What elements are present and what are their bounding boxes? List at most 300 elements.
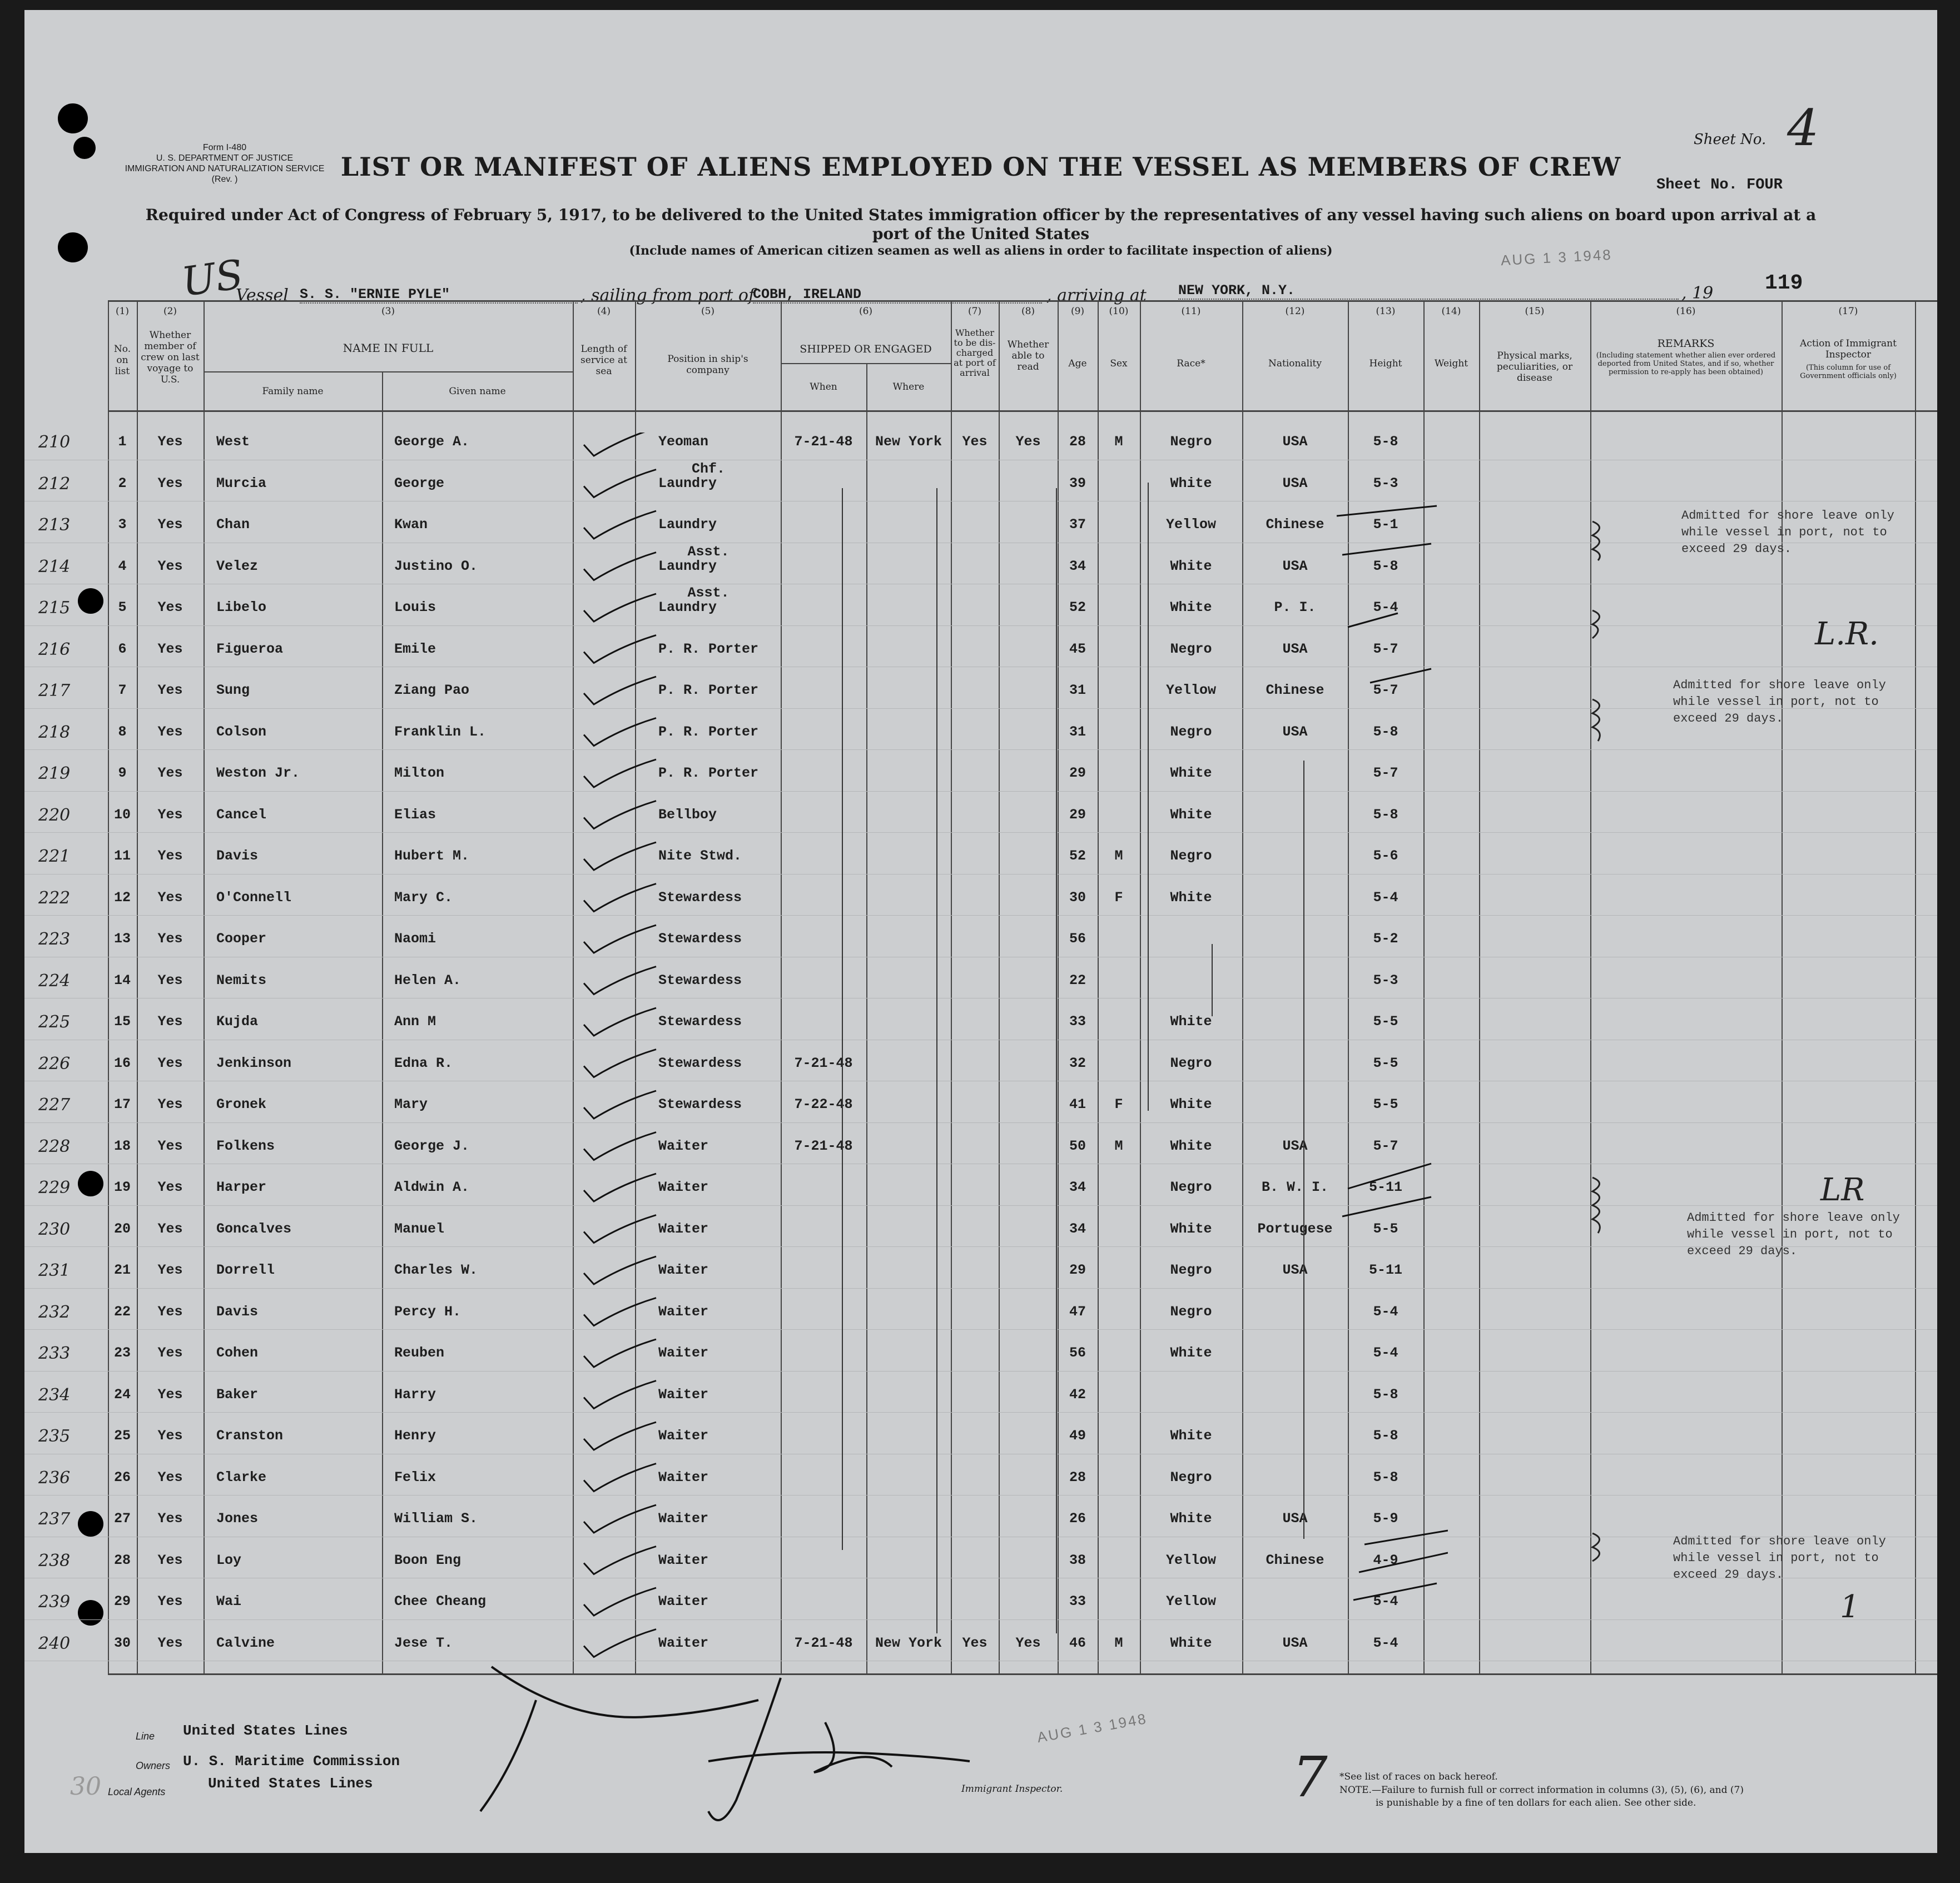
given-name: Mary C. [394,889,453,906]
height: 5-8 [1373,1469,1398,1485]
check-mark [584,1464,656,1492]
row-number: 4 [118,558,127,574]
position-prefix: Chf. [691,460,725,477]
line-value: United States Lines [183,1722,348,1739]
margin-line-number: 232 [38,1302,71,1322]
row-rule [24,1246,1937,1247]
height: 5-3 [1373,972,1398,988]
sex: M [1114,1634,1123,1651]
margin-line-number: 216 [38,639,71,659]
crew-last-voyage: Yes [157,599,183,615]
family-name: Calvine [216,1634,275,1651]
form-number: Form I-480 [202,143,247,152]
check-mark [584,1256,656,1284]
row-rule [24,708,1937,709]
row-number: 29 [113,1593,131,1609]
note-line-1: —Failure to furnish full or correct information in columns (3), (5), (6), and (7) [1371,1785,1744,1796]
given-name: Aldwin A. [394,1179,470,1195]
margin-line-number: 220 [38,805,71,825]
sailing-label: , sailing from port of [580,286,755,305]
row-rule [24,791,1937,792]
age: 33 [1069,1013,1086,1030]
race: White [1170,1428,1212,1444]
owners-label: Owners [136,1760,171,1771]
margin-line-number: 225 [38,1012,71,1032]
remark-block [1681,508,1894,558]
family-name: Cohen [216,1345,259,1361]
age: 56 [1069,931,1086,947]
shipped-when: 7-22-48 [794,1096,853,1112]
height: 5-2 [1373,931,1398,947]
position-prefix: Asst. [687,543,730,560]
row-number: 3 [118,516,127,533]
margin-line-number: 236 [38,1468,71,1488]
col-divider [1242,300,1243,1673]
check-mark [584,842,656,870]
position: Laundry [658,599,717,615]
family-name: Jones [216,1511,259,1527]
family-name: Cranston [216,1428,284,1444]
age: 26 [1069,1511,1086,1527]
margin-line-number: 231 [38,1261,71,1280]
height: 5-6 [1373,848,1398,864]
height: 5-9 [1373,1511,1398,1527]
nationality: USA [1282,475,1308,491]
inspector-initials [1576,510,1626,1622]
agents-value: United States Lines [208,1775,373,1792]
given-name: Emile [394,640,436,657]
age: 28 [1069,1469,1086,1485]
height: 5-8 [1373,806,1398,823]
family-name: Dorrell [216,1262,275,1278]
row-number: 18 [113,1137,131,1154]
header-physical-marks: Physical marks, peculiarities, or disease [1496,350,1573,384]
ditto-line-sex [1148,483,1149,1111]
crew-last-voyage: Yes [157,516,183,533]
margin-line-number: 240 [38,1633,71,1653]
position: Bellboy [658,806,717,823]
nationality: USA [1282,1137,1308,1154]
margin-line-number: 239 [38,1592,71,1612]
height: 5-11 [1368,1179,1402,1195]
row-number: 22 [113,1303,131,1320]
row-number: 12 [113,889,131,906]
remark-block [1687,1210,1900,1260]
given-name: Jese T. [394,1634,453,1651]
position: Waiter [658,1552,709,1568]
col-number: (17) [1838,306,1858,317]
height: 5-3 [1373,475,1398,491]
family-name: Chan [216,516,250,533]
position: Stewardess [658,1096,742,1112]
form-title: LIST OR MANIFEST OF ALIENS EMPLOYED ON THE VESSEL AS MEMBERS OF CREW [340,152,1621,182]
crew-last-voyage: Yes [157,558,183,574]
margin-line-number: 212 [38,474,71,494]
corner-handwritten: 30 [70,1772,101,1801]
height: 5-5 [1373,1013,1398,1030]
row-rule [24,1412,1937,1413]
shipped-when: 7-21-48 [794,1634,853,1651]
col-divider [1782,300,1783,1673]
check-mark [584,1132,656,1160]
height: 5-7 [1373,1137,1398,1154]
position: Waiter [658,1137,709,1154]
family-name: Davis [216,1303,259,1320]
family-name: Colson [216,723,267,740]
inspector-label: Immigrant Inspector. [961,1783,1063,1795]
date-stamp-bottom: AUG 1 3 1948 [1035,1710,1149,1746]
col-divider [382,371,383,1673]
row-number: 16 [113,1055,131,1071]
given-name: Mary [394,1096,428,1112]
crew-last-voyage: Yes [157,1220,183,1237]
check-mark [584,884,656,912]
header-discharged: Whether to be dis-charged at port of arrival [954,327,996,378]
crew-last-voyage: Yes [157,1511,183,1527]
position: P. R. Porter [658,640,759,657]
fine-note-2: is punishable by a fine of ten dollars for each alien. See other side. [1376,1797,1696,1809]
row-rule [24,625,1937,626]
remark-line: Admitted for shore leave only [1681,509,1894,523]
check-mark [584,677,656,704]
family-name: Jenkinson [216,1055,292,1071]
shipped-subheader-rule [781,363,951,364]
margin-line-number: 233 [38,1344,71,1363]
inspector-mark-lr: LR [1820,1172,1865,1208]
punch-hole [78,1600,103,1626]
race: Yellow [1165,516,1216,533]
row-number: 28 [113,1552,131,1568]
form-subtitle-2: port of the United States [872,225,1090,243]
family-name: Folkens [216,1137,275,1154]
row-number: 25 [113,1428,131,1444]
age: 39 [1069,475,1086,491]
check-mark [584,1629,656,1657]
row-number: 2 [118,475,127,491]
remark-line: Admitted for shore leave only [1687,1211,1900,1225]
nationality: Chinese [1266,682,1324,698]
age: 31 [1069,723,1086,740]
table-top-border [108,300,1937,302]
family-name: Gronek [216,1096,267,1112]
form-instruction: (Include names of American citizen seamen as well as aliens in order to facilitate inspection of aliens) [629,244,1333,258]
col-divider [999,300,1000,1673]
age: 52 [1069,599,1086,615]
col-divider [1098,300,1099,1673]
header-age: Age [1068,358,1087,369]
remark-line: exceed 29 days. [1673,712,1784,726]
position: Waiter [658,1179,709,1195]
row-number: 26 [113,1469,131,1485]
ditto-line-when [842,488,843,1550]
position: Waiter [658,1303,709,1320]
check-mark [584,1505,656,1533]
row-number: 11 [113,848,131,864]
row-number: 8 [118,723,127,740]
race-note: *See list of races on back hereof. [1339,1771,1498,1782]
race: Negro [1170,640,1212,657]
check-mark [584,1588,656,1616]
row-number: 27 [113,1511,131,1527]
row-rule [24,832,1937,833]
height: 5-8 [1373,1386,1398,1403]
able-to-read: Yes [1015,1634,1041,1651]
header-sex: Sex [1110,358,1128,369]
race: White [1170,558,1212,574]
remark-line: while vessel in port, not to [1681,525,1887,539]
margin-line-number: 221 [38,847,71,866]
able-to-read: Yes [1015,434,1041,450]
given-name: Louis [394,599,436,615]
inspector-signature [469,1656,1081,1834]
check-mark [584,594,656,622]
header-family-name: Family name [262,386,324,397]
family-name: Murcia [216,475,267,491]
race: Negro [1170,723,1212,740]
row-rule [24,1122,1937,1123]
check-mark [584,1381,656,1409]
header-weight: Weight [1434,358,1468,369]
given-name: Milton [394,765,445,781]
service-check-marks [573,433,717,1678]
crew-last-voyage: Yes [157,434,183,450]
margin-line-number: 226 [38,1054,71,1074]
race: White [1170,765,1212,781]
crew-last-voyage: Yes [157,1593,183,1609]
remark-line: while vessel in port, not to [1687,1228,1893,1241]
race: Negro [1170,434,1212,450]
crew-last-voyage: Yes [157,1013,183,1030]
race: White [1170,1137,1212,1154]
arriving-label: , arriving at [1046,286,1147,305]
row-number: 5 [118,599,127,615]
margin-line-number: 218 [38,722,71,742]
check-mark [584,1339,656,1367]
family-name: Cancel [216,806,267,823]
year-label: , 19 [1681,284,1714,303]
row-rule [24,1329,1937,1330]
line-label: Line [136,1731,155,1742]
check-mark [584,433,656,456]
remark-line: while vessel in port, not to [1673,695,1879,709]
check-mark [584,1050,656,1077]
col-divider [781,300,782,1673]
ditto-line-read [1056,488,1057,1633]
margin-line-number: 230 [38,1219,71,1239]
margin-line-number: 234 [38,1385,71,1405]
row-rule [24,915,1937,916]
row-rule [24,1619,1937,1620]
margin-line-number: 217 [38,681,71,700]
margin-line-number: 215 [38,598,71,618]
crew-last-voyage: Yes [157,1634,183,1651]
age: 31 [1069,682,1086,698]
given-name: Franklin L. [394,723,487,740]
race: White [1170,475,1212,491]
header-race: Race* [1177,358,1205,369]
family-name: Weston Jr. [216,765,300,781]
crew-last-voyage: Yes [157,1552,183,1568]
col-number: (7) [967,306,982,317]
sheet-label: Sheet No. [1694,131,1767,148]
sex: M [1114,848,1123,864]
family-name: West [216,434,250,450]
margin-line-number: 219 [38,764,71,783]
row-number: 1 [118,434,127,450]
race: White [1170,806,1212,823]
ditto-line-race [1212,944,1213,1016]
height: 5-1 [1373,516,1398,533]
margin-line-number: 235 [38,1427,71,1446]
margin-line-number: 238 [38,1551,71,1571]
race: Negro [1170,1469,1212,1485]
header-name-in-full: NAME IN FULL [343,341,434,355]
age: 52 [1069,848,1086,864]
height: 5-5 [1373,1055,1398,1071]
family-name: Baker [216,1386,259,1403]
given-name: Kwan [394,516,428,533]
punch-hole [58,103,88,133]
check-mark [584,759,656,787]
position: Stewardess [658,931,742,947]
crew-last-voyage: Yes [157,1303,183,1320]
fine-note [1339,1785,1744,1796]
position: Stewardess [658,889,742,906]
race: White [1170,1096,1212,1112]
col-divider [1140,300,1141,1673]
age: 46 [1069,1634,1086,1651]
crew-last-voyage: Yes [157,1428,183,1444]
family-name: Libelo [216,599,267,615]
given-name: George A. [394,434,470,450]
ditto-line-where [936,488,937,1633]
crew-last-voyage: Yes [157,682,183,698]
height: 5-4 [1373,1303,1398,1320]
discharged: Yes [962,434,988,450]
header-inspector-action: Action of Immigrant Inspector [1800,338,1897,360]
sex: F [1114,1096,1123,1112]
check-mark [584,1091,656,1119]
position: P. R. Porter [658,765,759,781]
manifest-number: 119 [1765,271,1803,295]
row-rule [24,874,1937,875]
crew-last-voyage: Yes [157,723,183,740]
height: 5-8 [1373,1428,1398,1444]
given-name: Ziang Pao [394,682,470,698]
row-number: 24 [113,1386,131,1403]
verification-slashes [1303,499,1448,1639]
header-shipped-engaged: SHIPPED OR ENGAGED [800,343,932,355]
sex: M [1114,434,1123,450]
position: P. R. Porter [658,682,759,698]
age: 45 [1069,640,1086,657]
shipped-when: 7-21-48 [794,1055,853,1071]
col-number: (14) [1441,306,1461,317]
row-number: 23 [113,1345,131,1361]
row-rule [24,1495,1937,1496]
given-name: Charles W. [394,1262,478,1278]
remark-line: Admitted for shore leave only [1673,1534,1886,1548]
row-number: 20 [113,1220,131,1237]
row-number: 17 [113,1096,131,1112]
nationality: P. I. [1274,599,1316,615]
header-when: When [810,381,837,393]
nationality: USA [1282,723,1308,740]
header-no-on-list: No. on list [113,344,131,377]
owners-value: U. S. Maritime Commission [183,1753,400,1770]
check-mark [584,1547,656,1574]
agents-label: Local Agents [108,1786,166,1797]
position: Waiter [658,1428,709,1444]
family-name: Velez [216,558,259,574]
col-divider [1915,300,1916,1673]
sheet-number-typed: Sheet No. FOUR [1656,177,1783,193]
remark-line: Admitted for shore leave only [1673,678,1886,692]
remark-block [1673,677,1886,727]
given-name: Hubert M. [394,848,470,864]
age: 29 [1069,765,1086,781]
height: 5-4 [1373,1593,1398,1609]
col-number: (12) [1285,306,1305,317]
position: Laundry [658,558,717,574]
row-rule [24,1205,1937,1206]
crew-last-voyage: Yes [157,765,183,781]
col-divider [866,363,867,1673]
given-name: Manuel [394,1220,445,1237]
family-name: Clarke [216,1469,267,1485]
height: 5-11 [1368,1262,1402,1278]
header-able-to-read: Whether able to read [1007,339,1049,372]
age: 47 [1069,1303,1086,1320]
height: 5-7 [1373,640,1398,657]
given-name: Ann M [394,1013,436,1030]
check-mark [584,470,656,498]
family-name: Harper [216,1179,267,1195]
height: 5-7 [1373,765,1398,781]
position: Stewardess [658,1013,742,1030]
race: White [1170,1345,1212,1361]
given-name: Justino O. [394,558,478,574]
row-number: 19 [113,1179,131,1195]
given-name: Helen A. [394,972,462,988]
height: 5-8 [1373,434,1398,450]
position: Waiter [658,1593,709,1609]
check-mark [584,718,656,746]
shipped-when: 7-21-48 [794,1137,853,1154]
header-inspector-note: (This column for use of Government officials only) [1800,364,1897,380]
position: Waiter [658,1469,709,1485]
age: 32 [1069,1055,1086,1071]
check-mark [584,635,656,663]
row-rule [24,1371,1937,1372]
crew-last-voyage: Yes [157,931,183,947]
remark-line: while vessel in port, not to [1673,1551,1879,1565]
crew-last-voyage: Yes [157,640,183,657]
margin-line-number: 222 [38,888,71,908]
check-mark [584,1174,656,1201]
margin-line-number: 223 [38,930,71,949]
age: 28 [1069,434,1086,450]
nationality: Chinese [1266,516,1324,533]
col-number: (2) [163,306,177,317]
given-name: William S. [394,1511,478,1527]
header-height: Height [1369,358,1402,369]
position: Waiter [658,1220,709,1237]
position: Waiter [658,1345,709,1361]
given-name: Reuben [394,1345,445,1361]
nationality: USA [1282,1634,1308,1651]
remark-line: exceed 29 days. [1673,1568,1784,1582]
